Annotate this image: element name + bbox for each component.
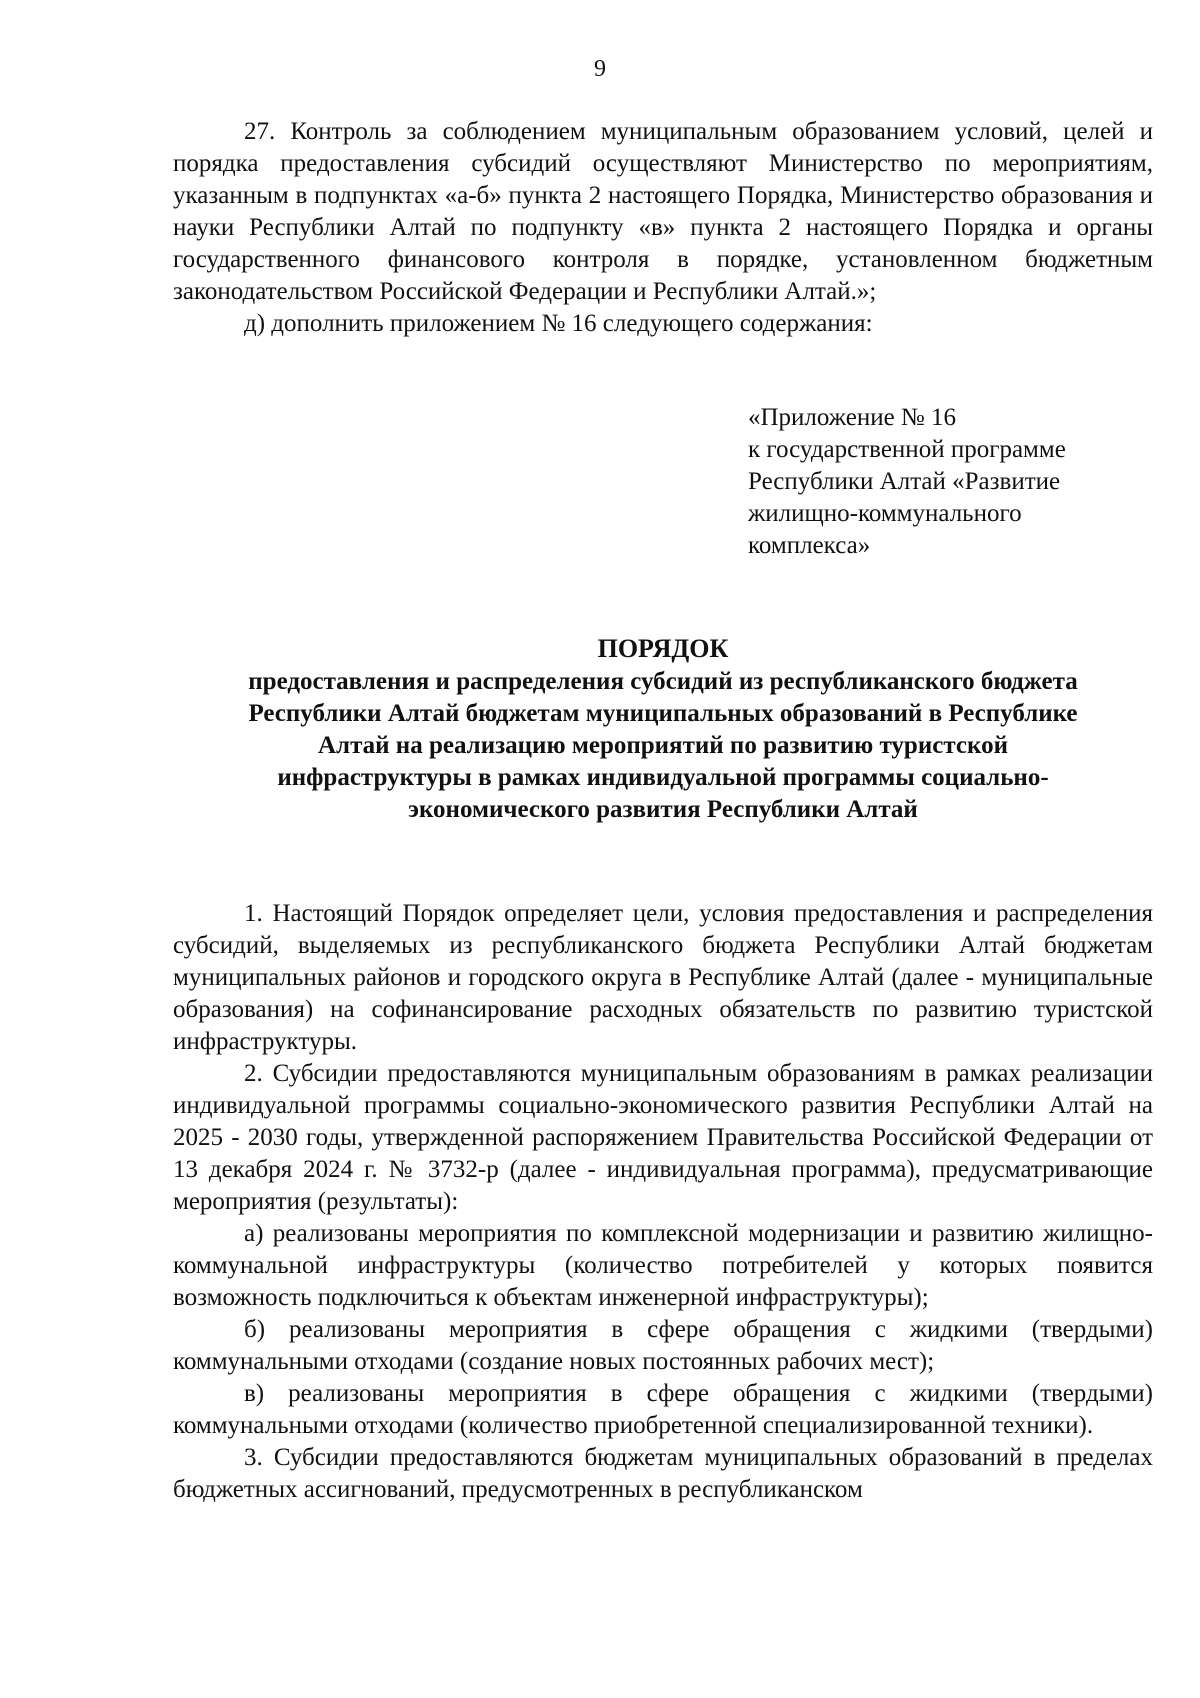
intro-section — [173, 116, 1153, 340]
title-line: предоставления и распределения субсидий из республиканского бюджета — [248, 668, 1078, 695]
appendix-line: Республики Алтай «Развитие — [748, 468, 1061, 495]
paragraph-2b: б) реализованы мероприятия в сфере обращения с жидкими (твердыми) коммунальными отходами (создание новых постоянных рабочих мест); — [173, 1316, 1153, 1375]
title-line: инфраструктуры в рамках индивидуальной программы социально- — [277, 764, 1049, 791]
appendix-line: к государственной программе — [748, 436, 1066, 463]
title-line: Алтай на реализацию мероприятий по развитию туристской — [317, 732, 1008, 759]
title-main: ПОРЯДОК — [597, 634, 729, 663]
paragraph-27: 27. Контроль за соблюдением муниципальным образованием условий, целей и порядка предоставления субсидий осуществляют Министерство по мероприятиям, указанным в подпунктах «а-б» пункта 2 настоящего Порядка, Министерство образования и науки Республики Алтай по подпункту «в» пункта 2 настоящего Порядка и органы государственного финансового контроля в порядке, установленном бюджетным законодательством Российской Федерации и Республики Алтай.»; — [173, 118, 1153, 305]
paragraph-3: 3. Субсидии предоставляются бюджетам муниципальных образований в пределах бюджетных ассигнований, предусмотренных в республиканском — [173, 1444, 1153, 1503]
paragraph-2: 2. Субсидии предоставляются муниципальным образованиям в рамках реализации индивидуальной программы социально-экономического развития Республики Алтай на 2025 - 2030 годы, утвержденной распоряжением Правительства Российской Федерации от 13 декабря 2024 г. № 3732-р (далее - индивидуальная программа), предусматривающие мероприятия (результаты): — [173, 1060, 1153, 1215]
paragraph-2a: а) реализованы мероприятия по комплексной модернизации и развитию жилищно-коммунальной инфраструктуры (количество потребителей у которых появится возможность подключиться к объектам инженерной инфраструктуры); — [173, 1220, 1153, 1311]
page-number: 9 — [594, 56, 606, 82]
body-section — [173, 898, 1153, 1506]
appendix-line: жилищно-коммунального — [748, 500, 1022, 527]
document-title — [173, 632, 1153, 826]
appendix-line: «Приложение № 16 — [748, 404, 957, 431]
title-subtitle — [173, 666, 1153, 826]
paragraph-2v: в) реализованы мероприятия в сфере обращения с жидкими (твердыми) коммунальными отходами (количество приобретенной специализированной техники). — [173, 1380, 1153, 1439]
title-line: экономического развития Республики Алтай — [408, 796, 918, 823]
appendix-line: комплекса» — [748, 532, 871, 559]
paragraph-1: 1. Настоящий Порядок определяет цели, условия предоставления и распределения субсидий, выделяемых из республиканского бюджета Республики Алтай бюджетам муниципальных районов и городского округа в Республике Алтай (далее - муниципальные образования) на софинансирование расходных обязательств по развитию туристской инфраструктуры. — [173, 900, 1153, 1055]
appendix-header — [748, 402, 1148, 562]
title-line: Республики Алтай бюджетам муниципальных образований в Республике — [248, 700, 1078, 727]
paragraph-d: д) дополнить приложением № 16 следующего содержания: — [244, 310, 873, 337]
